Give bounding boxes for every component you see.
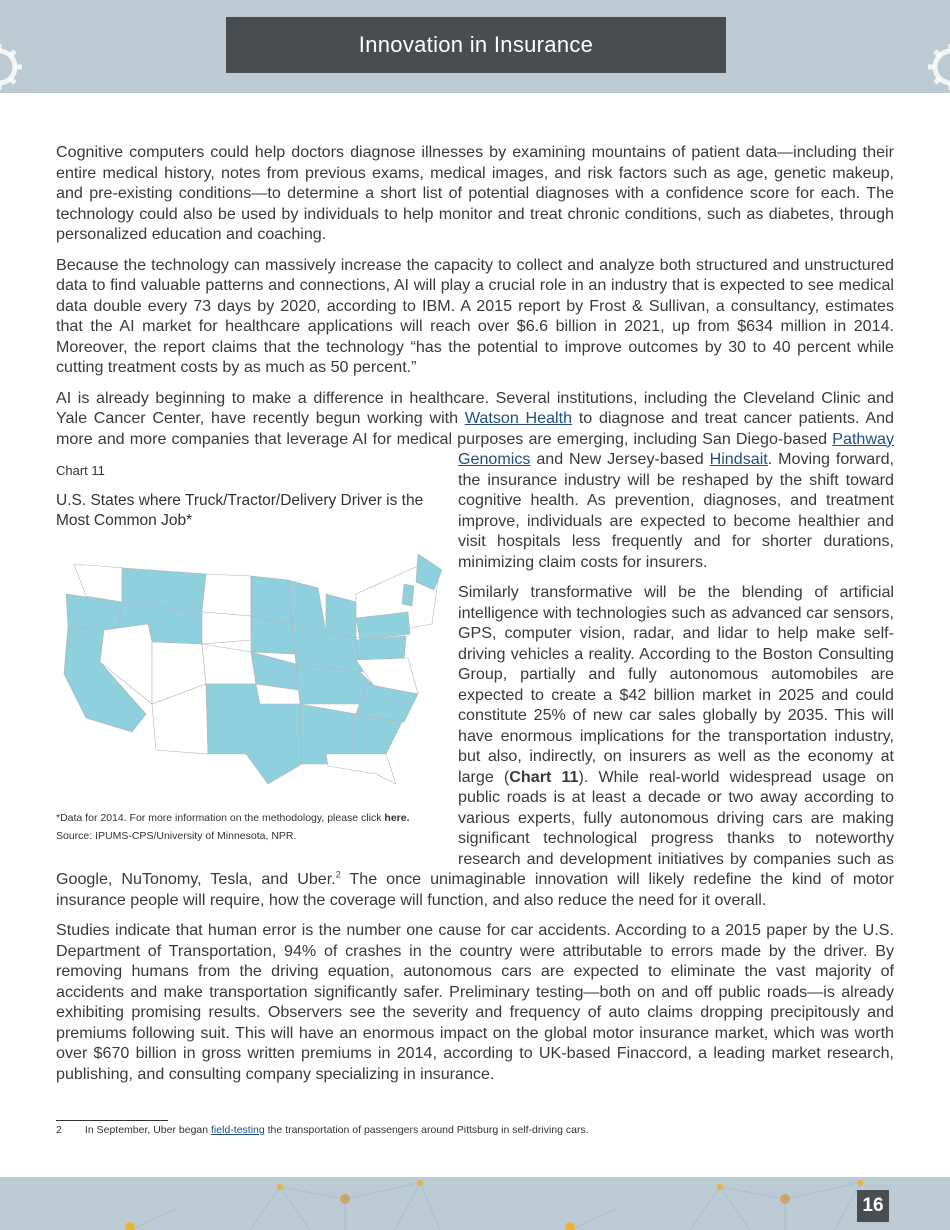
footer-band (0, 1177, 950, 1230)
paragraph: Studies indicate that human error is the number one cause for car accidents. According to a 2015 paper by the U.S. Department of Transportation, 94% of crashes in the country were attributable to errors made by the driver. By removing humans from the driving equation, autonomous cars are expected to eliminate the vast majority of accidents and make transportation significantly safer. Preliminary testing—both on and off public roads—is already exhibiting promising results. Observers see the severity and frequency of auto claims dropping precipitously and premiums following suit. This will have an enormous impact on the global motor insurance market, which was worth over $670 billion in gross written premiums in 2014, according to UK-based Finaccord, a leading market research, publishing, and consulting company specializing in insurance. (56, 921, 894, 1083)
paragraph: Because the technology can massively increase the capacity to collect and analyze both structured and unstructured data to find valuable patterns and connections, AI will play a crucial role in an industry that is expected to see medical data double every 73 days by 2020, according to IBM. A 2015 report by Frost & Sullivan, a consultancy, estimates that the AI market for healthcare applications will reach over $6.6 billion in 2021, up from $634 million in 2014. Moreover, the report claims that the technology “has the potential to improve outcomes by 30 to 40 percent while cutting treatment costs by as much as 50 percent.” (56, 255, 894, 376)
watson-health-link[interactable]: Watson Health (464, 409, 573, 427)
paragraph: Similarly transformative will be the blending of artificial intelligence with technologies such as advanced car sensors, GPS, computer vision, radar, and lidar to help make self-driving vehicles a reality. According to the Boston Consulting Group, partially and fully autonomous automobiles are expected to create a $42 billion market in 2025 and could constitute 25% of new car sales globally by 2035. This will have enormous implications for the transportation industry, but also, indirectly, on insurers as well as the economy at large (Chart 11). While real-world widespread usage on public roads is at least a decade or two away according to various experts, fully autonomous driving cars are making significant technological progress thanks to noteworthy research and development initiatives by companies such as Google, NuTonomy, Tesla, and Uber.$^2$ The once unimaginable innovation will likely redefine the kind of motor insurance people will require, how the coverage will function, and also reduce the need for it overall. (56, 583, 894, 909)
footnote: 2 In September, Uber began field-testing the transportation of passengers around Pittsburg in self-driving cars. (56, 1124, 589, 1136)
gear-decoration-icon (0, 42, 24, 92)
us-states-map (56, 554, 448, 794)
map-state-highlight (206, 684, 302, 784)
map-state-highlight (402, 584, 414, 606)
page-title: Innovation in Insurance (226, 17, 726, 73)
footnote-marker: 2 (335, 869, 341, 880)
chart-title: U.S. States where Truck/Tractor/Delivery Driver is the Most Common Job* (56, 492, 424, 529)
map-state-highlight (326, 594, 356, 638)
paragraph: AI is already beginning to make a difference in healthcare. Several institutions, including the Cleveland Clinic and Yale Cancer Center, have recently begun working with Watson Health to diagnose and treat cancer patients. And more and more companies that leverage AI for medical purposes are emerging, including San Diego-based Chart 11 U.S. States where Truck/Tractor/Delivery Driver is the Most Common Job* *Data for 2014. For more information on the methodology, please click here. Source: IPUMS-CPS/University of Minnesota, NPR. Pathway Genomics and New Jersey-based Hindsait. Moving forward, the insurance industry will be reshaped by the shift toward cognitive health. As prevention, diagnoses, and treatment improve, individuals are expected to become healthier and visit hospitals less frequently and for shorter durations, minimizing claim costs for insurers. (56, 388, 894, 573)
map-state-highlight (251, 576, 292, 624)
map-state-white (202, 574, 251, 616)
network-decoration-icon (0, 1177, 950, 1230)
pathway-genomics-link[interactable]: Pathway Genomics (458, 429, 894, 468)
chart-reference: Chart 11 (509, 767, 579, 786)
field-testing-link[interactable]: field-testing (211, 1124, 265, 1136)
paragraph: Cognitive computers could help doctors diagnose illnesses by examining mountains of patient data—including their entire medical history, notes from previous exams, medical images, and risk factors such as age, genetic makeup, and pre-existing conditions—to determine a short list of potential diagnoses with a confidence score for each. The technology could also be used by individuals to help monitor and treat chronic conditions, such as diabetes, through personalized education and coaching. (56, 143, 894, 243)
gear-decoration-icon (926, 42, 950, 92)
map-state-highlight (251, 652, 298, 690)
map-state-white (202, 612, 251, 644)
us-map-svg (56, 554, 448, 794)
chart-11-figure (56, 449, 446, 849)
chart-label: Chart 11 (56, 463, 105, 478)
footnote-divider (56, 1120, 168, 1121)
hindsait-link[interactable]: Hindsait (709, 450, 768, 468)
methodology-link[interactable]: here. (384, 812, 410, 824)
page-number: 16 (857, 1190, 889, 1222)
footnote-number: 2 (56, 1124, 62, 1136)
map-state-white (326, 754, 396, 784)
chart-note: *Data for 2014. For more information on the methodology, please click here. Source: IPUMS-CPS/University of Minnesota, NPR. (56, 812, 410, 842)
chart-source: Source: IPUMS-CPS/University of Minnesota, NPR. (56, 830, 297, 842)
article-body (56, 142, 894, 1094)
map-state-white (202, 644, 256, 684)
